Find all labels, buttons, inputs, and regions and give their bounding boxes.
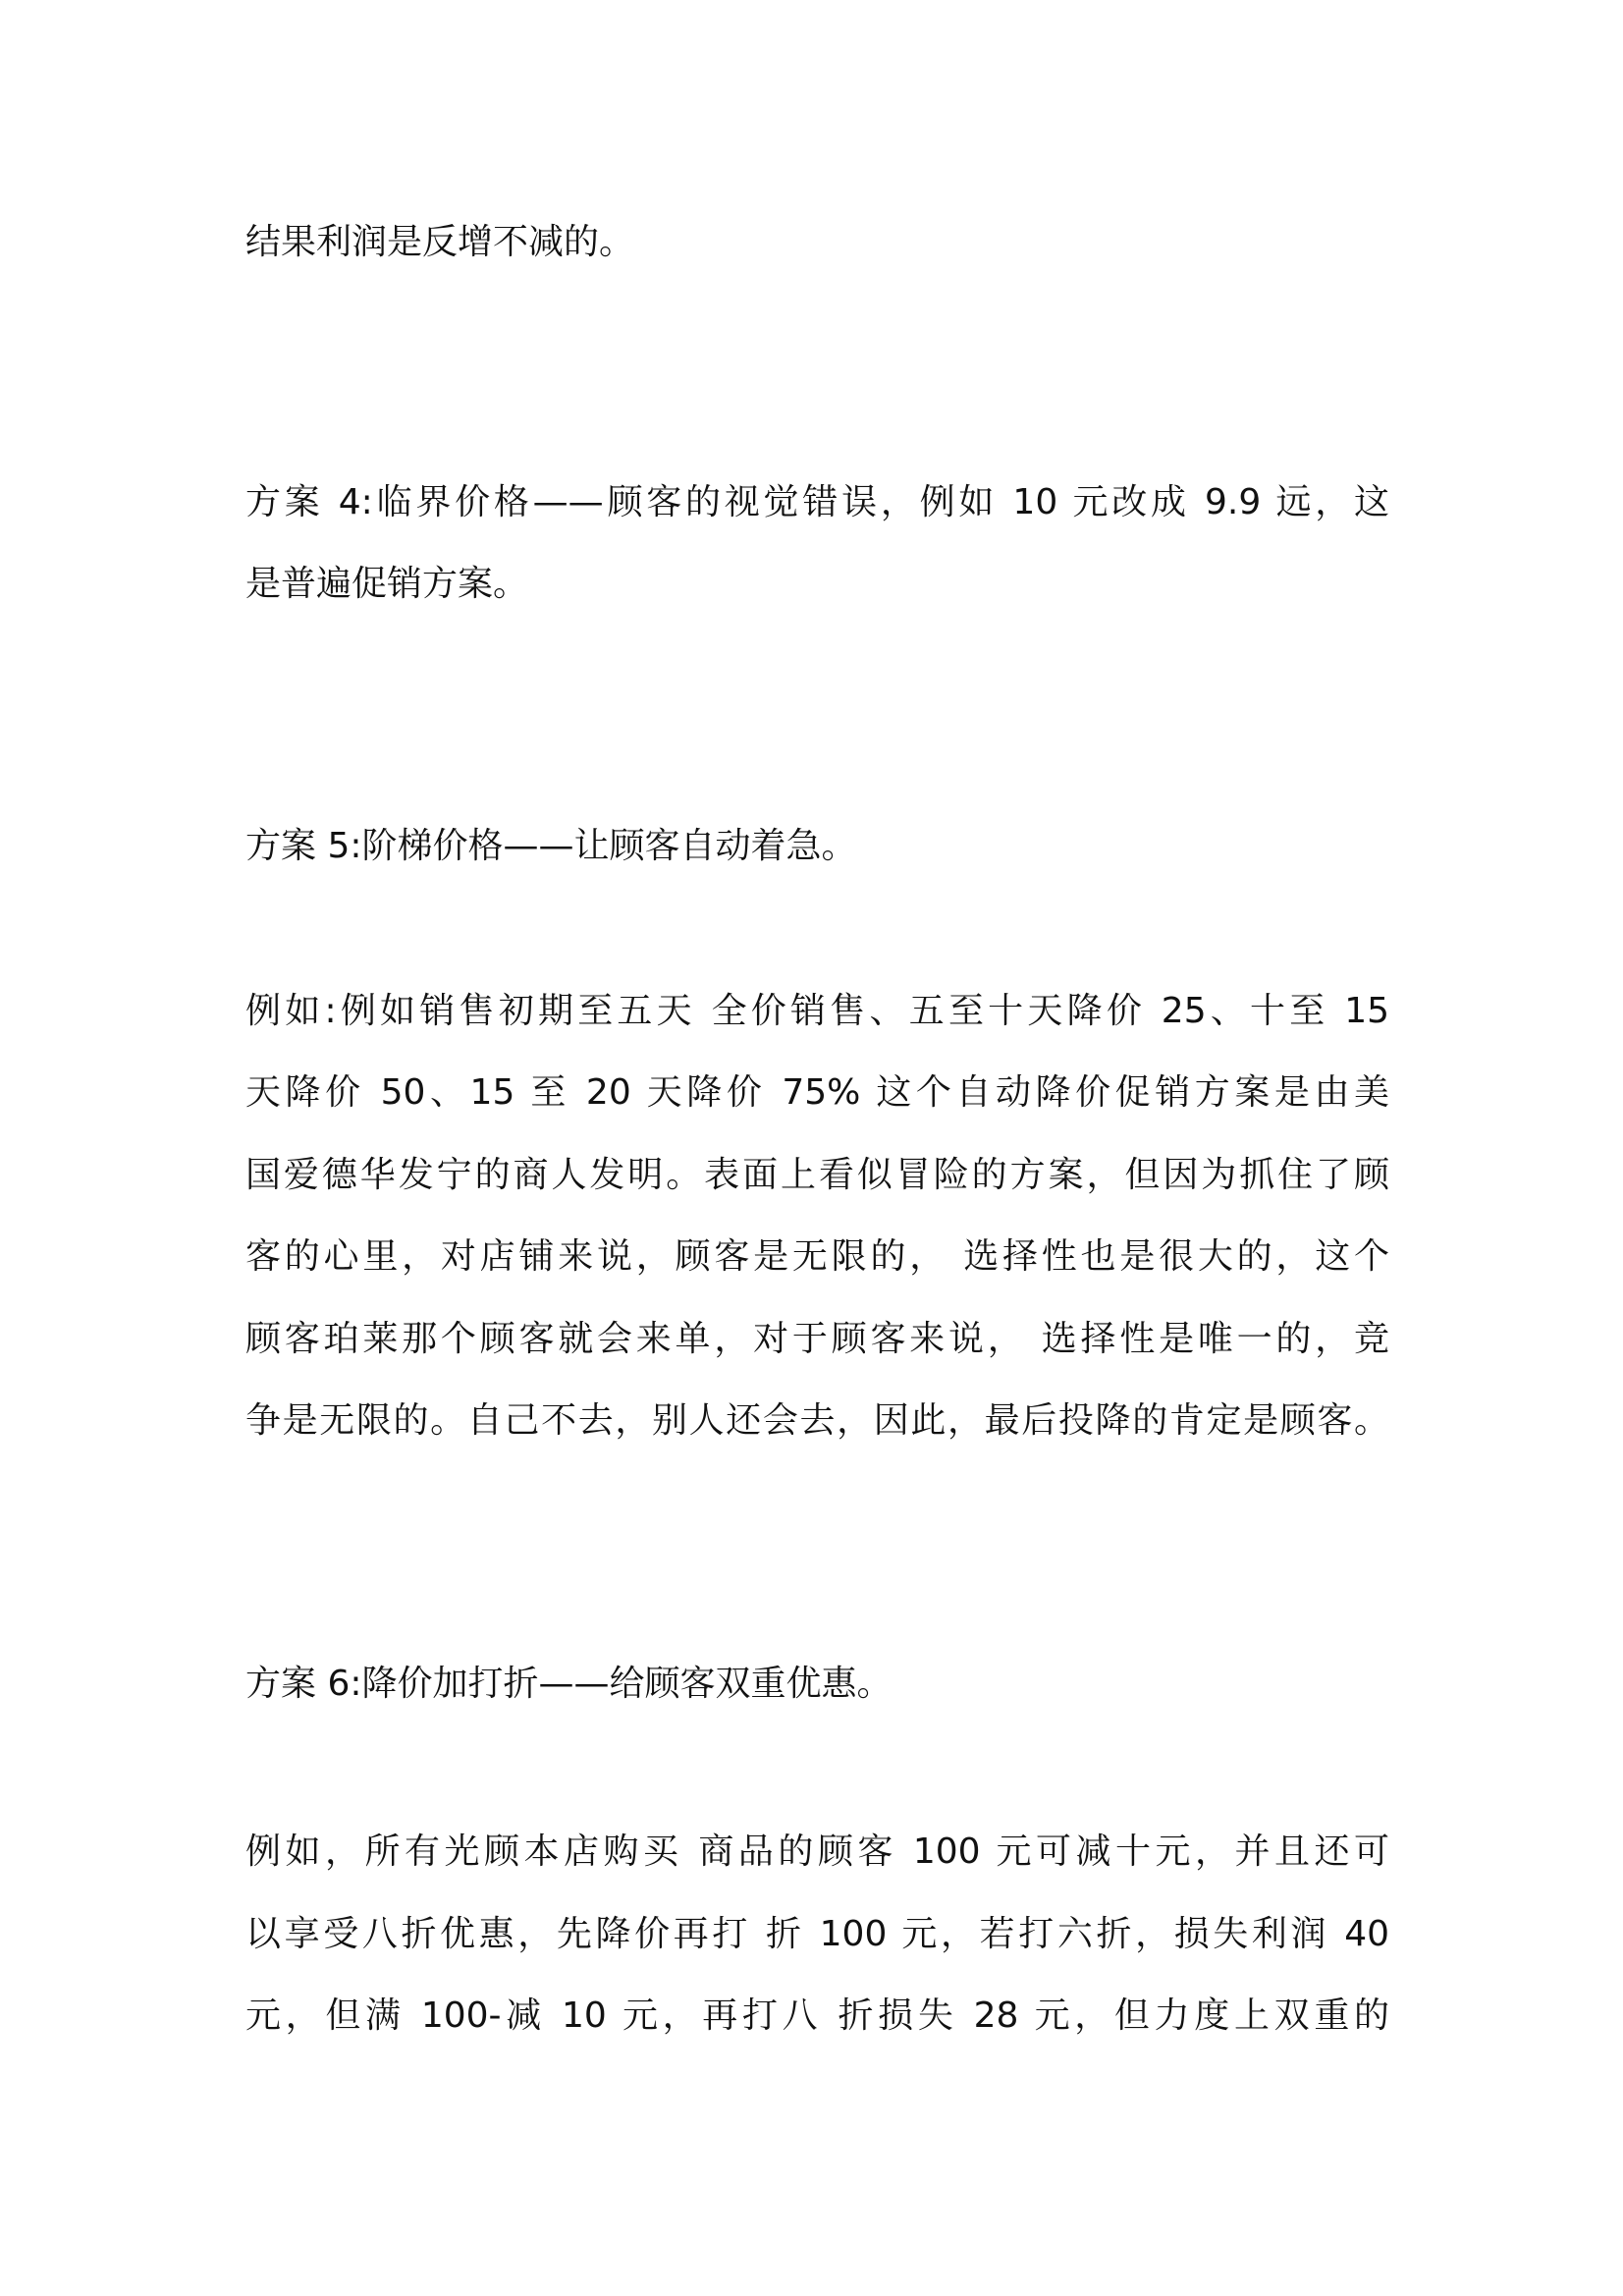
paragraph-profit-result-line: 结果利润是反增不减的。 xyxy=(245,222,635,262)
plan-5-example-line-2: 天降价 50、15 至 20 天降价 75% 这个自动降价促销方案是由美 xyxy=(245,1072,1389,1113)
plan-6-example-line-3: 元，但满 100-减 10 元，再打八 折损失 28 元，但力度上双重的 xyxy=(245,1995,1389,2036)
plan-5-heading: 方案 5:阶梯价格——让顾客自动着急。 xyxy=(245,826,857,866)
plan-5-example-line-4: 客的心里，对店铺来说，顾客是无限的， 选择性也是很大的，这个 xyxy=(245,1236,1389,1277)
plan-5-example-line-6: 争是无限的。自己不去，别人还会去，因此，最后投降的肯定是顾客。 xyxy=(245,1400,1389,1441)
plan-6-example-line-1: 例如，所有光顾本店购买 商品的顾客 100 元可减十元，并且还可 xyxy=(245,1831,1389,1872)
plan-6-example-line-2: 以享受八折优惠，先降价再打 折 100 元，若打六折，损失利润 40 xyxy=(245,1914,1389,1954)
plan-5-example-line-1: 例如:例如销售初期至五天 全价销售、五至十天降价 25、十至 15 xyxy=(245,991,1389,1031)
plan-5-example-line-3: 国爱德华发宁的商人发明。表面上看似冒险的方案，但因为抓住了顾 xyxy=(245,1155,1389,1195)
plan-6-heading: 方案 6:降价加打折——给顾客双重优惠。 xyxy=(245,1664,893,1704)
plan-5-example-line-5: 顾客珀莱那个顾客就会来单，对于顾客来说， 选择性是唯一的，竞 xyxy=(245,1319,1389,1359)
plan-4-line-1: 方案 4:临界价格——顾客的视觉错误，例如 10 元改成 9.9 远，这 xyxy=(245,482,1389,522)
plan-4-line-2: 是普遍促销方案。 xyxy=(245,564,529,604)
